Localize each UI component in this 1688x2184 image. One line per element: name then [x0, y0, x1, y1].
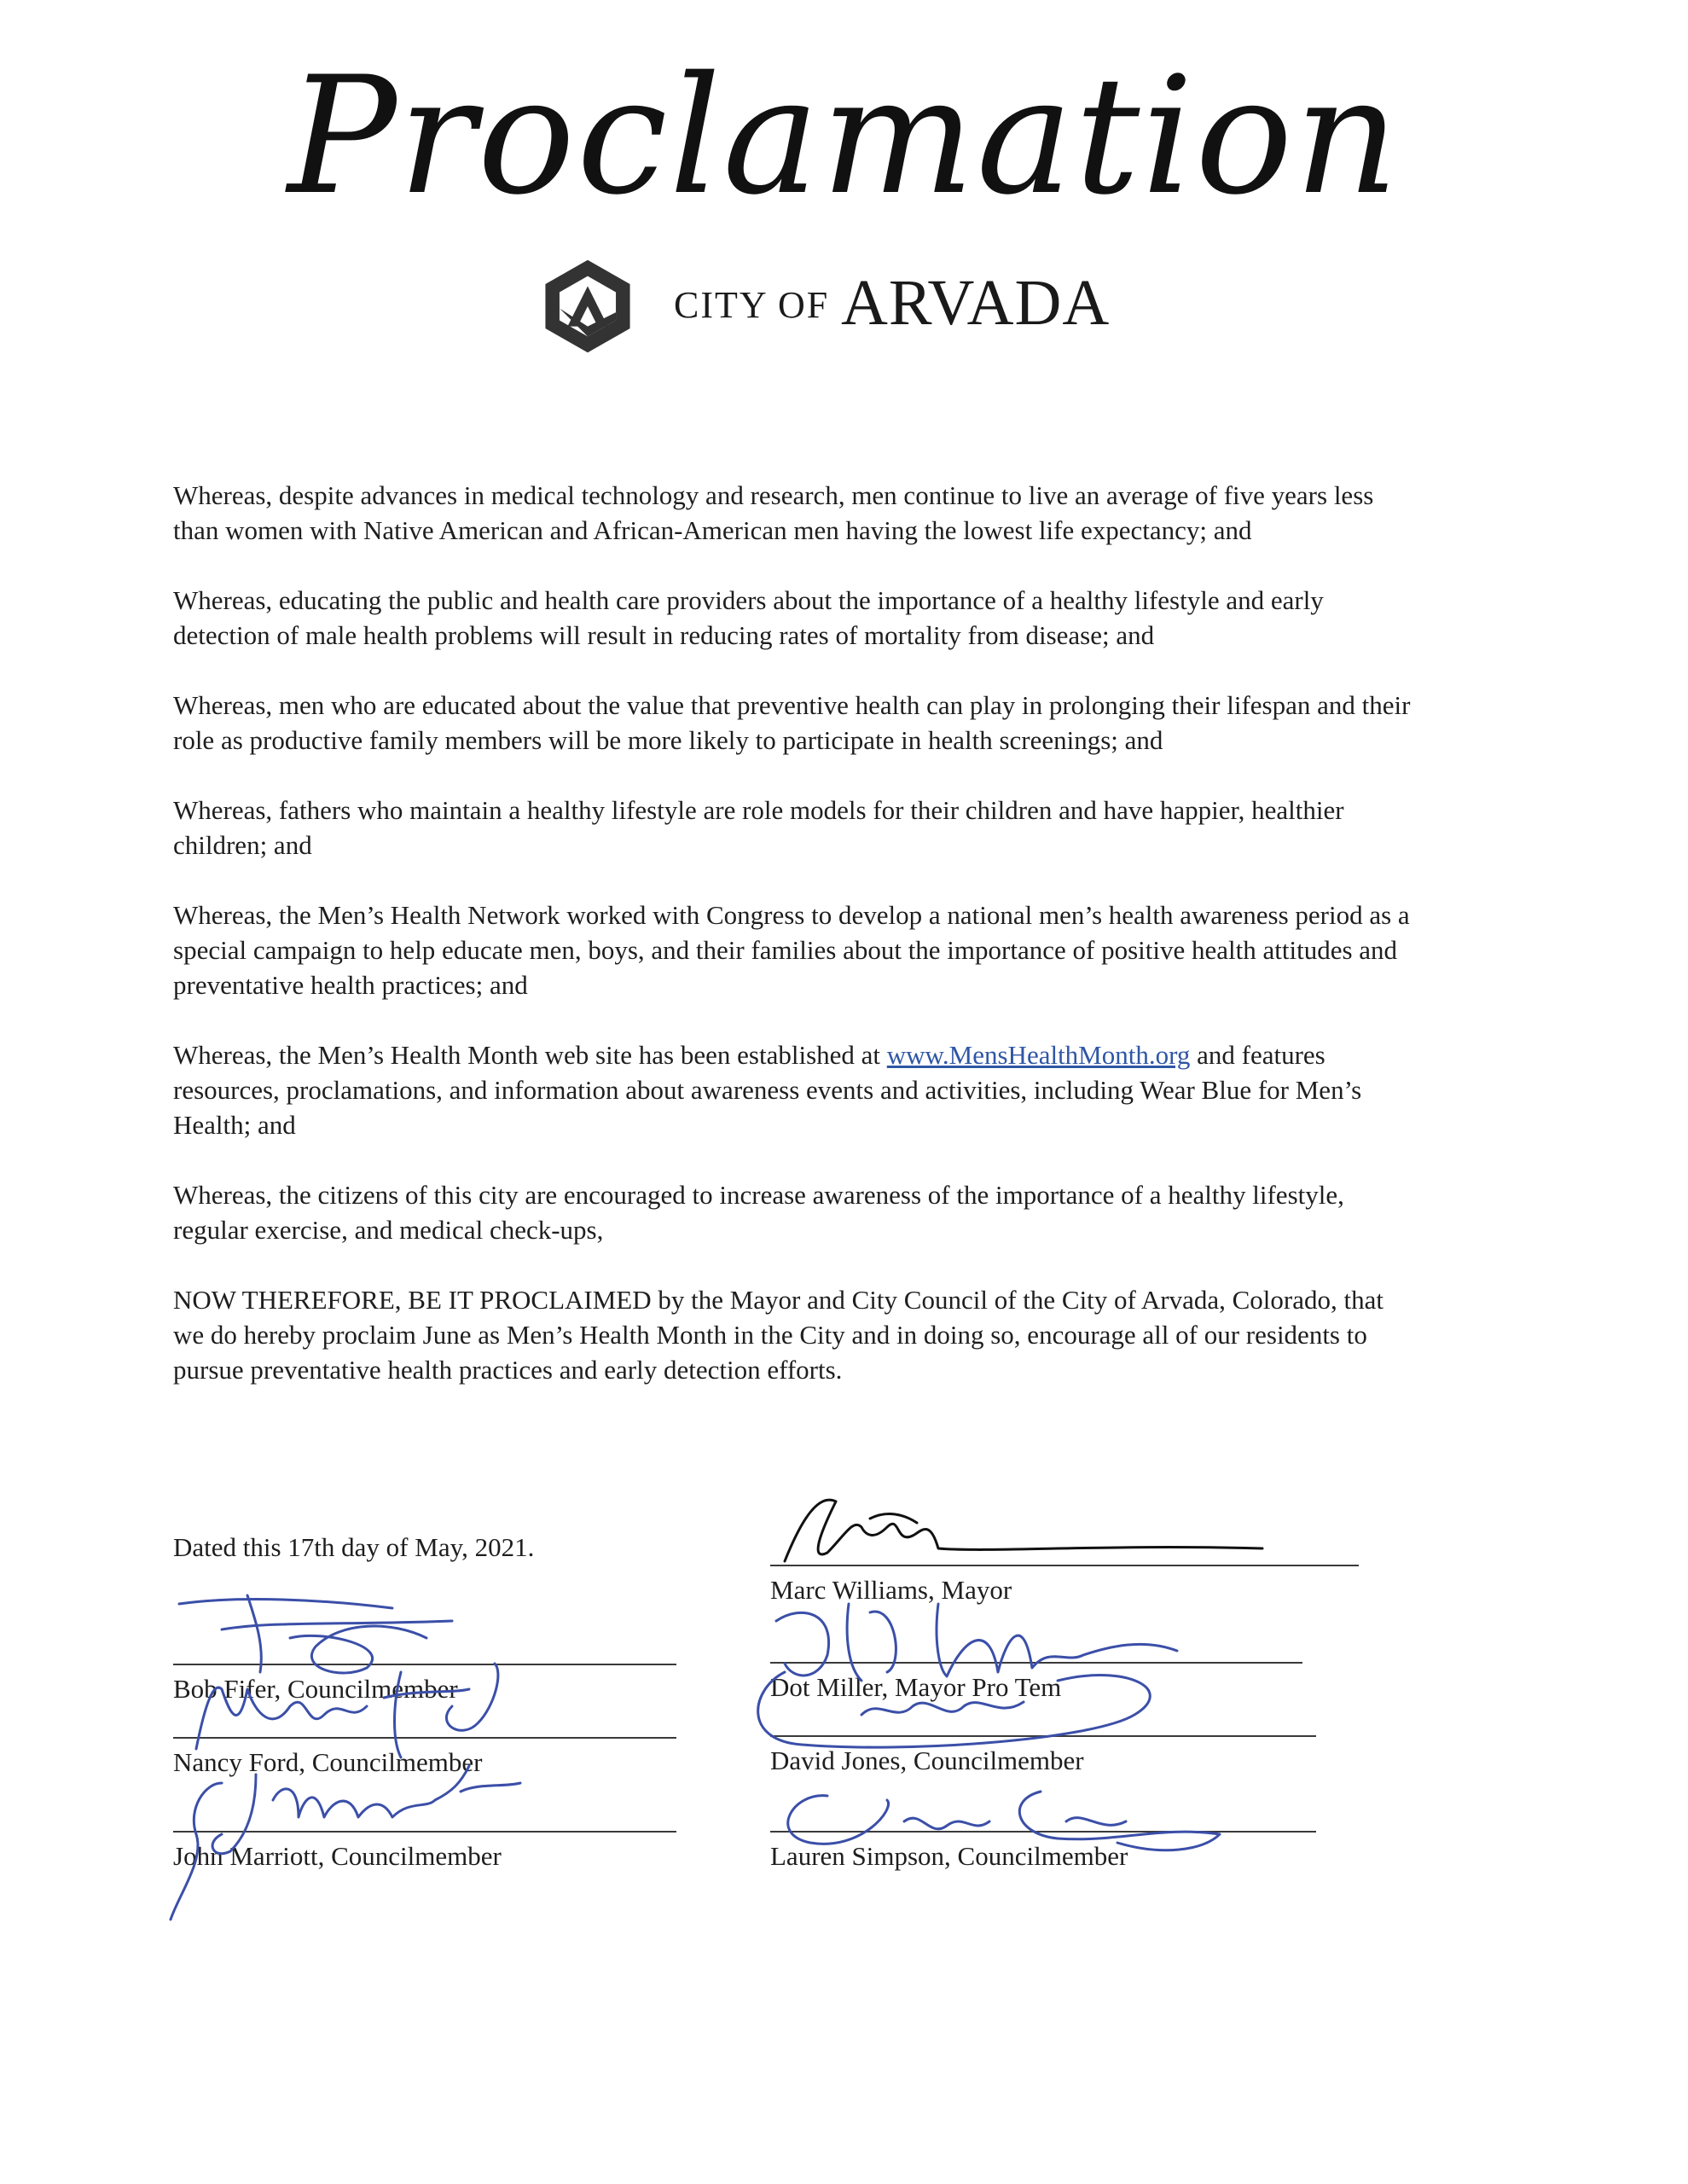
signatory-name: Bob Fifer, Councilmember — [173, 1674, 458, 1704]
whereas-paragraph: Whereas, the Men’s Health Network worked with Congress to develop a national men’s health awareness period as a special campaign to help educate men, boys, and their families about the importance of positive health attitudes and preventative health practices; and — [173, 900, 1410, 1000]
city-header — [537, 254, 1186, 357]
whereas-paragraph: Whereas, educating the public and health care providers about the importance of a healthy lifestyle and early detection of male health problems will result in reducing rates of mortality from disease; and — [173, 585, 1324, 650]
signatory-name: Marc Williams, Mayor — [770, 1575, 1012, 1605]
signature-bob-fifer — [171, 1587, 512, 1681]
dated-line: Dated this 17th day of May, 2021. — [173, 1532, 535, 1562]
signatory-name: Nancy Ford, Councilmember — [173, 1747, 483, 1777]
signature-line — [173, 1664, 676, 1665]
page-title: Proclamation — [287, 42, 1401, 230]
proclamation-body — [173, 478, 1418, 1422]
signature-line — [173, 1831, 676, 1833]
signature-line — [770, 1831, 1316, 1833]
signature-line — [770, 1565, 1359, 1566]
web-site-text-before: Whereas, the Men’s Health Month web site has been established at — [173, 1040, 887, 1070]
city-of-label: CITY OF — [674, 284, 830, 326]
citizens-paragraph: Whereas, the citizens of this city are encouraged to increase awareness of the importance of a healthy lifestyle, regular exercise, and medical check-ups, — [173, 1180, 1344, 1245]
signature-line — [173, 1737, 676, 1739]
signatory-name: Dot Miller, Mayor Pro Tem — [770, 1672, 1062, 1702]
web-site-paragraph — [173, 1037, 1418, 1142]
signature-line — [770, 1662, 1302, 1664]
signatory-name: Lauren Simpson, Councilmember — [770, 1841, 1128, 1871]
signature-line — [770, 1735, 1316, 1737]
arvada-hexagon-logo-icon — [537, 256, 638, 357]
city-name: ARVADA — [841, 267, 1111, 339]
signature-marc-williams — [768, 1467, 1279, 1587]
signatory-name: David Jones, Councilmember — [770, 1745, 1084, 1775]
whereas-paragraph: Whereas, despite advances in medical technology and research, men continue to live an average of five years less than women with Native American and African-American men having the lowest life expectancy; and — [173, 480, 1374, 545]
signatory-name: John Marriott, Councilmember — [173, 1841, 502, 1871]
mens-health-month-link[interactable]: www.MensHealthMonth.org — [886, 1040, 1191, 1070]
proclamation-paragraph: NOW THEREFORE, BE IT PROCLAIMED by the Mayor and City Council of the City of Arvada, Colorado, that we do hereby proclaim June as Men’s Health Month in the City and in doing so, encourage all of our residents to pursue preventative health practices and early detection efforts. — [173, 1285, 1383, 1385]
whereas-paragraph: Whereas, men who are educated about the value that preventive health can play in prolonging their lifespan and their role as productive family members will be more likely to participate in health screenings; and — [173, 690, 1411, 755]
web-site-text-after: and features resources, proclamations, and information about awareness events and activities, including Wear Blue for Men’s Health; and — [173, 1040, 1362, 1140]
whereas-paragraph: Whereas, fathers who maintain a healthy lifestyle are role models for their children and have happier, healthier children; and — [173, 795, 1344, 860]
